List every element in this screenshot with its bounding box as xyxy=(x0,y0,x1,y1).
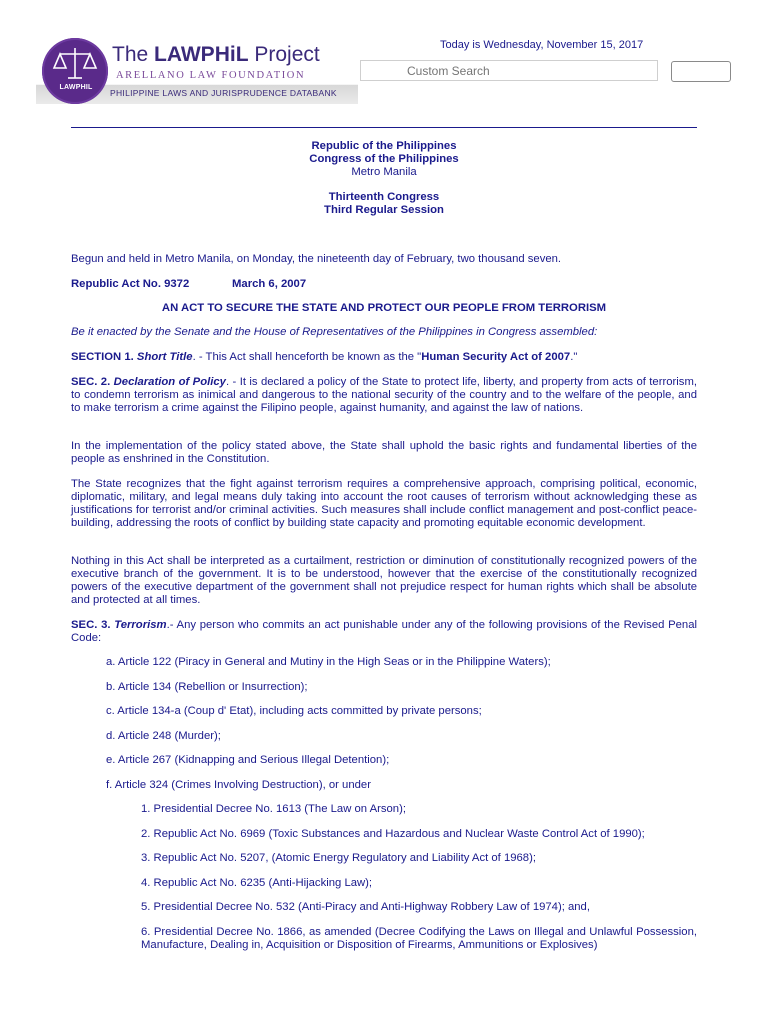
header-divider xyxy=(71,127,697,128)
policy-implementation-paragraph: In the implementation of the policy stated above, the State shall uphold the basic rights and fundamental liberties of the people as enshrined in the Constitution. xyxy=(71,440,697,465)
list-item: d. Article 248 (Murder); xyxy=(106,730,221,742)
lawphil-logo xyxy=(42,38,108,104)
sub-list-item: 4. Republic Act No. 6235 (Anti-Hijacking Law); xyxy=(141,877,373,889)
header-session: Third Regular Session xyxy=(324,204,444,216)
list-item: c. Article 134-a (Coup d' Etat), including acts committed by private persons; xyxy=(106,705,482,717)
sub-list-item: 5. Presidential Decree No. 532 (Anti-Piracy and Anti-Highway Robbery Law of 1974); and, xyxy=(141,901,590,913)
search-input[interactable] xyxy=(361,61,657,80)
interpretation-paragraph: Nothing in this Act shall be interpreted as a curtailment, restriction or diminution of constitutionally recognized powers of the executive branch of the government. It is to be understood, however that the exercise of the constitutionally recognized powers of the executive department of the government shall not prejudice respect for human rights which shall be absolute and protected at all times. xyxy=(71,555,697,606)
current-date: Today is Wednesday, November 15, 2017 xyxy=(440,39,644,51)
header-republic: Republic of the Philippines xyxy=(311,140,457,152)
list-item: f. Article 324 (Crimes Involving Destruction), or under xyxy=(106,779,371,791)
sub-list-item: 2. Republic Act No. 6969 (Toxic Substances and Hazardous and Nuclear Waste Control Act of 1990); xyxy=(141,828,645,840)
search-button[interactable] xyxy=(671,61,731,82)
act-date: March 6, 2007 xyxy=(232,278,307,290)
list-item: b. Article 134 (Rebellion or Insurrection); xyxy=(106,681,308,693)
state-recognizes-paragraph: The State recognizes that the fight against terrorism requires a comprehensive approach, comprising political, economic, diplomatic, military, and legal means duly taking into account the root causes of terrorism without acknowledging these as justifications for terrorist and/or criminal activities. Such measures shall include conflict management and post-conflict peace-building, addressing the roots of conflict by building state capacity and promoting equitable economic development. xyxy=(71,478,697,529)
list-item: a. Article 122 (Piracy in General and Mutiny in the High Seas or in the Philippine Waters); xyxy=(106,656,551,668)
brand-tagline: PHILIPPINE LAWS AND JURISPRUDENCE DATABANK xyxy=(110,88,337,98)
act-title: AN ACT TO SECURE THE STATE AND PROTECT OUR PEOPLE FROM TERRORISM xyxy=(161,302,607,314)
logo-text: LAWPHIL xyxy=(59,84,93,91)
header-congress-number: Thirteenth Congress xyxy=(328,191,440,203)
act-number: Republic Act No. 9372 xyxy=(71,278,190,290)
scales-of-justice-icon xyxy=(42,38,108,104)
list-item: e. Article 267 (Kidnapping and Serious Illegal Detention); xyxy=(106,754,390,766)
site-banner[interactable] xyxy=(36,34,358,104)
header-congress: Congress of the Philippines xyxy=(309,153,459,165)
enacting-clause: Be it enacted by the Senate and the House of Representatives of the Philippines in Congress assembled: xyxy=(71,326,598,338)
section-1: SECTION 1. Short Title. - This Act shall henceforth be known as the "Human Security Act of 2007." xyxy=(71,351,578,363)
begun-statement: Begun and held in Metro Manila, on Monday, the nineteenth day of February, two thousand seven. xyxy=(71,253,562,265)
brand-title: The LAWPHiL Project xyxy=(112,43,320,66)
sub-list-item: 6. Presidential Decree No. 1866, as amended (Decree Codifying the Laws on Illegal and Unlawful Possession, Manufacture, Dealing in, Acquisition or Disposition of Firearms, Ammunitions or Explosives) xyxy=(141,926,697,951)
brand-subtitle: ARELLANO LAW FOUNDATION xyxy=(116,70,306,81)
section-3: SEC. 3. Terrorism.- Any person who commits an act punishable under any of the following provisions of the Revised Penal Code: xyxy=(71,619,697,644)
custom-search-box[interactable] xyxy=(360,60,658,81)
sub-list-item: 1. Presidential Decree No. 1613 (The Law on Arson); xyxy=(141,803,406,815)
section-2: SEC. 2. Declaration of Policy. - It is declared a policy of the State to protect life, liberty, and property from acts of terrorism, to condemn terrorism as inimical and dangerous to the national security of the country and to the welfare of the people, and to make terrorism a crime against the Filipino people, against humanity, and against the law of nations. xyxy=(71,376,697,414)
header-location: Metro Manila xyxy=(351,166,417,178)
sub-list-item: 3. Republic Act No. 5207, (Atomic Energy Regulatory and Liability Act of 1968); xyxy=(141,852,536,864)
